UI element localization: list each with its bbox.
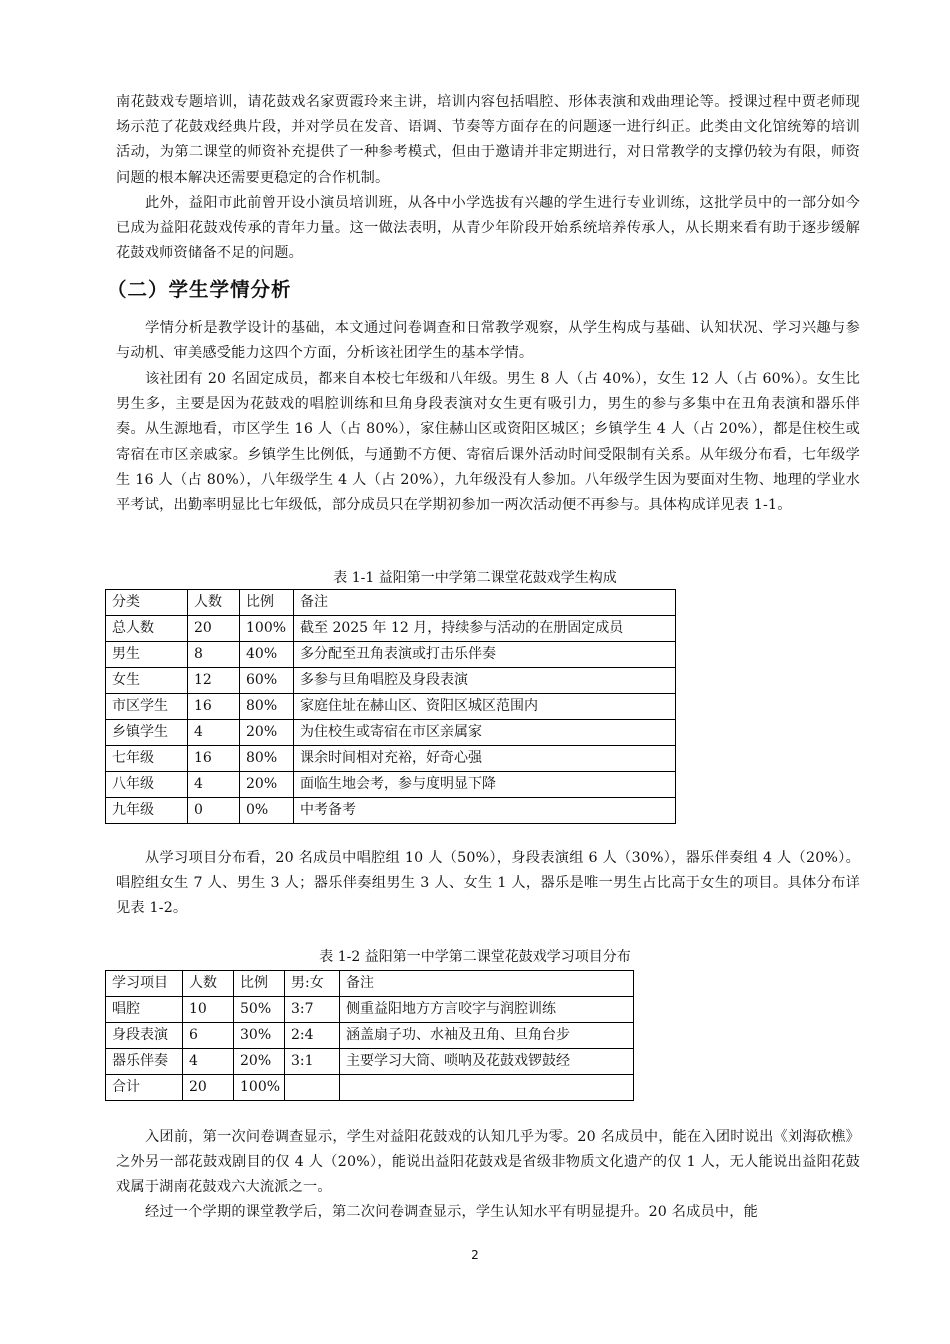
table-cell: 12 [188, 668, 240, 694]
table-cell: 女生 [106, 668, 188, 694]
table-cell: 4 [183, 1049, 234, 1075]
table-cell: 面临生地会考，参与度明显下降 [294, 772, 676, 798]
table-cell: 3:7 [285, 997, 340, 1023]
table-cell: 80% [240, 746, 294, 772]
table-row [106, 798, 676, 824]
table-cell: 主要学习大筒、唢呐及花鼓戏锣鼓经 [340, 1049, 634, 1075]
table-cell: 50% [234, 997, 285, 1023]
table-cell: 16 [188, 746, 240, 772]
table-header-cell: 比例 [240, 590, 294, 616]
table-header-cell: 人数 [188, 590, 240, 616]
paragraph-7: 经过一个学期的课堂教学后，第二次问卷调查显示，学生认知水平有明显提升。20 名成员中，能 [145, 1204, 759, 1220]
table-cell: 3:1 [285, 1049, 340, 1075]
table-cell: 课余时间相对充裕，好奇心强 [294, 746, 676, 772]
table-cell: 多分配至丑角表演或打击乐伴奏 [294, 642, 676, 668]
table-row [106, 746, 676, 772]
table-cell: 市区学生 [106, 694, 188, 720]
table-cell: 30% [234, 1023, 285, 1049]
table-cell: 4 [188, 772, 240, 798]
table-cell: 16 [188, 694, 240, 720]
table-cell: 七年级 [106, 746, 188, 772]
table-row [106, 616, 676, 642]
page-number: 2 [471, 1248, 479, 1262]
table-cell: 60% [240, 668, 294, 694]
paragraph-4: 该社团有 20 名固定成员，都来自本校七年级和八年级。男生 8 人（占 40%），女生 12 人（占 60%）。女生比男生多，主要是因为花鼓戏的唱腔训练和旦角身段表演对女生更有吸引力，男生的参与多集中在丑角表演和器乐伴奏。从生源地看，市区学生 16 人（占 80%），家住赫山区或资阳区城区；乡镇学生 4 人（占 20%），都是住校生或寄宿在市区亲戚家。乡镇学生比例低，与通勤不方便、寄宿后课外活动时间受限制有关系。从年级分布看，七年级学生 16 人（占 80%），八年级学生 4 人（占 20%），九年级没有人参加。八年级学生因为要面对生物、地理的学业水平考试，出勤率明显比七年级低，部分成员只在学期初参加一两次活动便不再参与。具体构成详见表 1-1。 [116, 371, 860, 514]
table-cell: 身段表演 [106, 1023, 183, 1049]
table-cell: 家庭住址在赫山区、资阳区城区范围内 [294, 694, 676, 720]
table-row [106, 694, 676, 720]
table-cell: 100% [234, 1075, 285, 1101]
table-cell: 80% [240, 694, 294, 720]
table-cell: 0 [188, 798, 240, 824]
table-cell: 8 [188, 642, 240, 668]
table-cell: 10 [183, 997, 234, 1023]
table-cell: 截至 2025 年 12 月，持续参与活动的在册固定成员 [294, 616, 676, 642]
table-cell: 侧重益阳地方方言咬字与润腔训练 [340, 997, 634, 1023]
paragraph-3: 学情分析是教学设计的基础，本文通过问卷调查和日常教学观察，从学生构成与基础、认知状况、学习兴趣与参与动机、审美感受能力这四个方面，分析该社团学生的基本学情。 [116, 320, 860, 362]
table-header-cell: 比例 [234, 971, 285, 997]
table-cell: 为住校生或寄宿在市区亲属家 [294, 720, 676, 746]
table-row [106, 1023, 634, 1049]
table-header-cell: 备注 [340, 971, 634, 997]
table1-caption: 表 1-1 益阳第一中学第二课堂花鼓戏学生构成 [333, 570, 617, 586]
table-cell: 40% [240, 642, 294, 668]
table-header-cell: 人数 [183, 971, 234, 997]
table-cell: 20% [240, 720, 294, 746]
table-cell: 总人数 [106, 616, 188, 642]
table-cell: 男生 [106, 642, 188, 668]
table-cell: 中考备考 [294, 798, 676, 824]
table-header-cell: 学习项目 [106, 971, 183, 997]
table-cell: 乡镇学生 [106, 720, 188, 746]
table-row [106, 997, 634, 1023]
table-cell: 20% [234, 1049, 285, 1075]
table-cell: 2:4 [285, 1023, 340, 1049]
table-row [106, 772, 676, 798]
table-cell: 0% [240, 798, 294, 824]
table-header-cell: 分类 [106, 590, 188, 616]
paragraph-1: 南花鼓戏专题培训，请花鼓戏名家贾霞玲来主讲，培训内容包括唱腔、形体表演和戏曲理论等。授课过程中贾老师现场示范了花鼓戏经典片段，并对学员在发音、语调、节奏等方面存在的问题逐一进行纠正。此类由文化馆统筹的培训活动，为第二课堂的师资补充提供了一种参考模式，但由于邀请并非定期进行，对日常教学的支撑仍较为有限，师资问题的根本解决还需要更稳定的合作机制。 [116, 94, 860, 186]
table-row [106, 1075, 634, 1101]
table-cell: 20% [240, 772, 294, 798]
table-cell: 器乐伴奏 [106, 1049, 183, 1075]
paragraph-5: 从学习项目分布看，20 名成员中唱腔组 10 人（50%），身段表演组 6 人（30%），器乐伴奏组 4 人（20%）。唱腔组女生 7 人、男生 3 人；器乐伴奏组男生 3 人、女生 1 人，器乐是唯一男生占比高于女生的项目。具体分布详见表 1-2。 [116, 850, 860, 917]
table-cell: 合计 [106, 1075, 183, 1101]
table-header-row [106, 590, 676, 616]
table-cell [285, 1075, 340, 1101]
paragraph-2: 此外，益阳市此前曾开设小演员培训班，从各中小学选拔有兴趣的学生进行专业训练，这批学员中的一部分如今已成为益阳花鼓戏传承的青年力量。这一做法表明，从青少年阶段开始系统培养传承人，从长期来看有助于逐步缓解花鼓戏师资储备不足的问题。 [116, 195, 860, 262]
table-cell: 唱腔 [106, 997, 183, 1023]
table-header-cell: 备注 [294, 590, 676, 616]
table-cell: 20 [183, 1075, 234, 1101]
table2-caption: 表 1-2 益阳第一中学第二课堂花鼓戏学习项目分布 [319, 949, 631, 965]
table-2 [105, 970, 634, 1101]
table-row [106, 1049, 634, 1075]
table-cell: 九年级 [106, 798, 188, 824]
table-1 [105, 589, 676, 824]
table-cell: 100% [240, 616, 294, 642]
table-row [106, 642, 676, 668]
table-cell: 6 [183, 1023, 234, 1049]
table-cell: 多参与旦角唱腔及身段表演 [294, 668, 676, 694]
table-header-cell: 男:女 [285, 971, 340, 997]
table-cell: 八年级 [106, 772, 188, 798]
table-cell: 20 [188, 616, 240, 642]
table-row [106, 720, 676, 746]
table-header-row [106, 971, 634, 997]
table-cell [340, 1075, 634, 1101]
section-heading: （二）学生学情分析 [107, 278, 292, 301]
table-cell: 4 [188, 720, 240, 746]
paragraph-6: 入团前，第一次问卷调查显示，学生对益阳花鼓戏的认知几乎为零。20 名成员中，能在入团时说出《刘海砍樵》之外另一部花鼓戏剧目的仅 4 人（20%），能说出益阳花鼓戏是省级非物质文化遗产的仅 1 人，无人能说出益阳花鼓戏属于湖南花鼓戏六大流派之一。 [116, 1129, 860, 1196]
table-row [106, 668, 676, 694]
table-cell: 涵盖扇子功、水袖及丑角、旦角台步 [340, 1023, 634, 1049]
